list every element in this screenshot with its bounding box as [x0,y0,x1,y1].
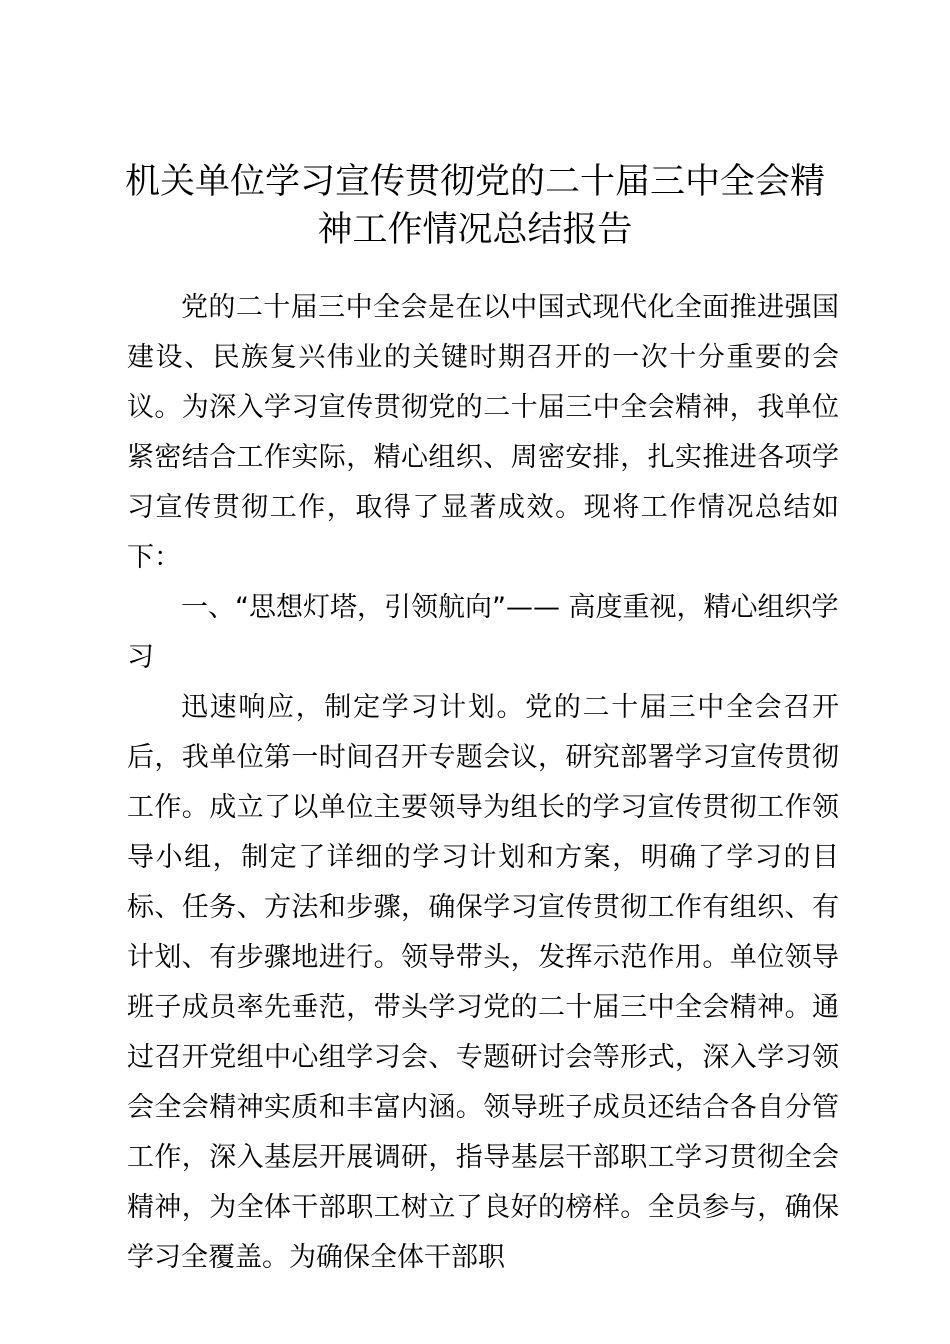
document-body [127,283,839,1283]
section-heading-1: 一、“思想灯塔，引领航向”—— 高度重视，精心组织学习 [127,592,839,673]
document-title [110,158,840,254]
title-line-1: 机关单位学习宣传贯彻党的二十届三中全会精 [124,162,825,202]
intro-paragraph: 党的二十届三中全会是在以中国式现代化全面推进强国建设、民族复兴伟业的关键时期召开的一次十分重要的会议。为深入学习宣传贯彻党的二十届三中全会精神，我单位紧密结合工作实际，精心组织、周密安排，扎实推进各项学习宣传贯彻工作，取得了显著成效。现将工作情况总结如下： [127,292,839,573]
section-1-paragraph: 迅速响应，制定学习计划。党的二十届三中全会召开后，我单位第一时间召开专题会议，研究部署学习宣传贯彻工作。成立了以单位主要领导为组长的学习宣传贯彻工作领导小组，制定了详细的学习计划和方案，明确了学习的目标、任务、方法和步骤，确保学习宣传贯彻工作有组织、有计划、有步骤地进行。领导带头，发挥示范作用。单位领导班子成员率先垂范，带头学习党的二十届三中全会精神。通过召开党组中心组学习会、专题研讨会等形式，深入学习领会全会精神实质和丰富内涵。领导班子成员还结合各自分管工作，深入基层开展调研，指导基层干部职工学习贯彻全会精神，为全体干部职工树立了良好的榜样。全员参与，确保学习全覆盖。为确保全体干部职 [127,692,839,1273]
title-line-2: 神工作情况总结报告 [317,210,633,250]
